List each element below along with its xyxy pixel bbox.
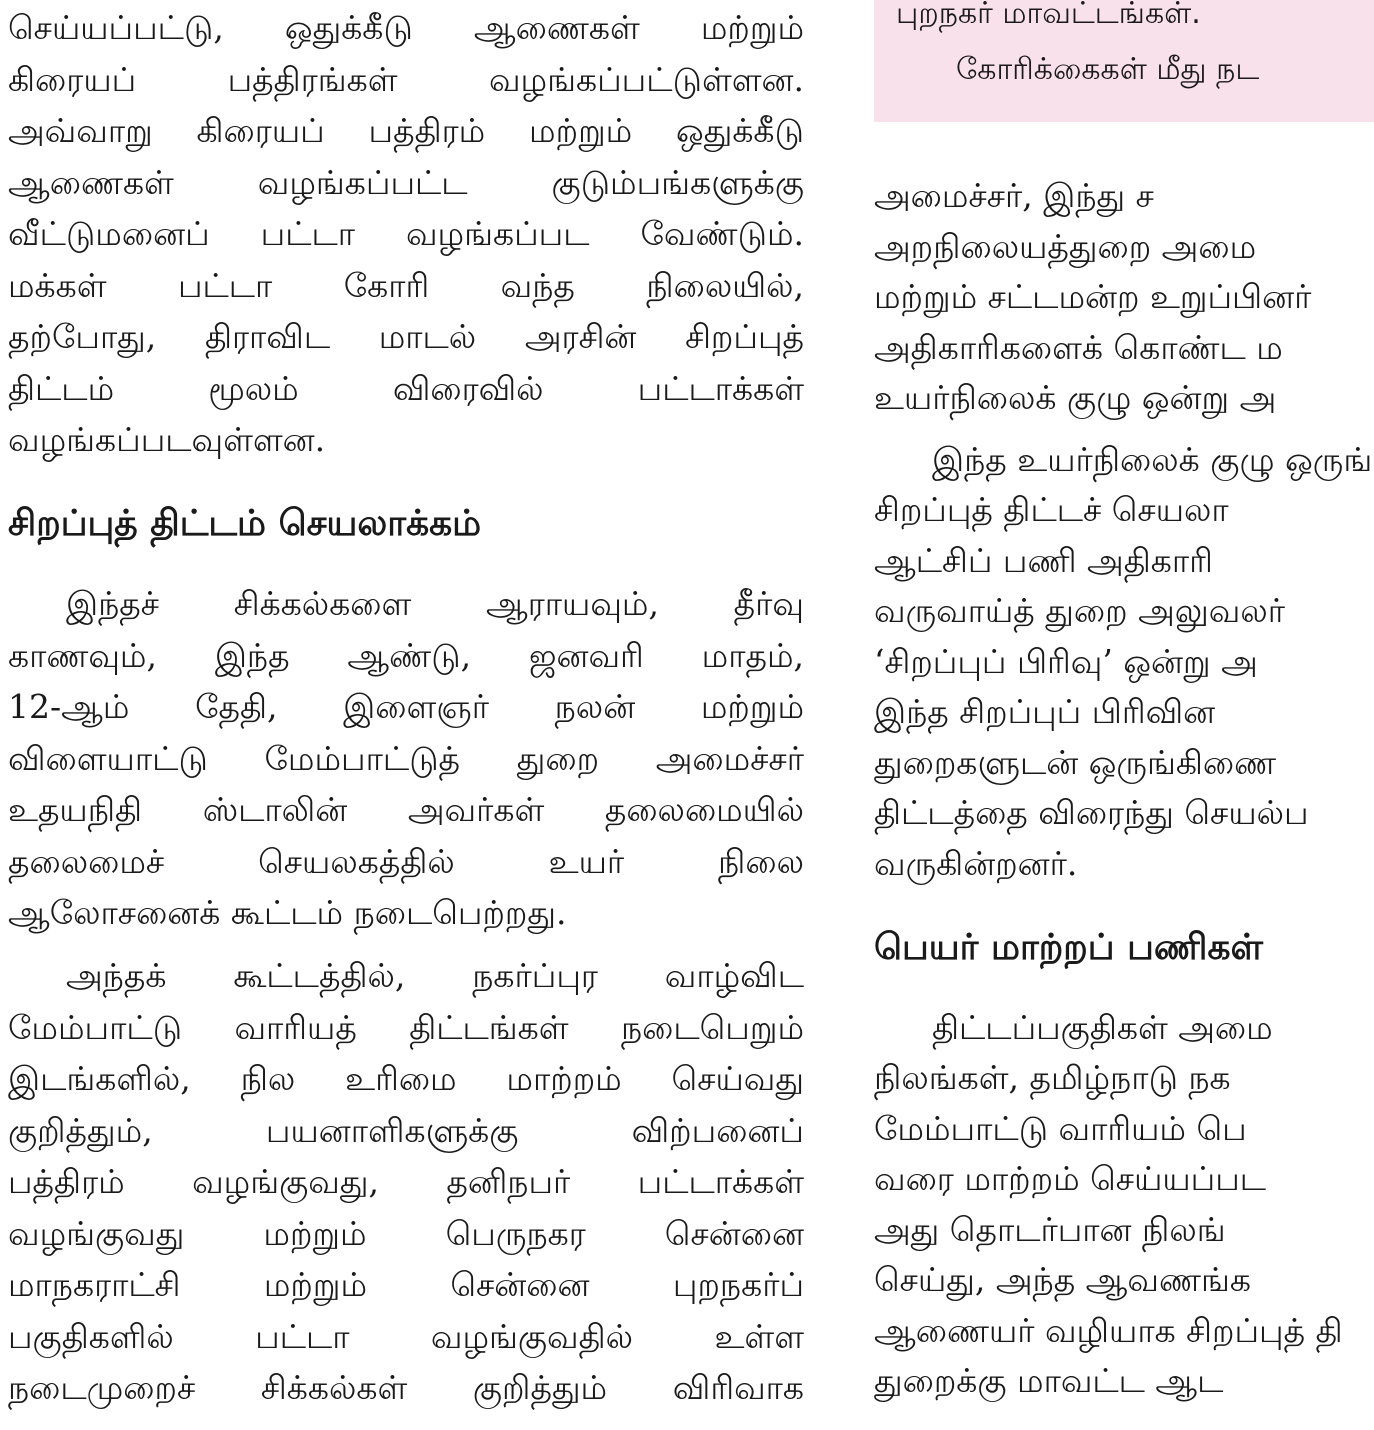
text-line: வரை மாற்றம் செய்யப்பட [874,1159,1267,1198]
text-line: மக்கள் பட்டா கோரி வந்த நிலையில், [8,266,804,305]
text-line: ‘சிறப்புப் பிரிவு’ ஒன்று அ [874,642,1258,681]
text-line: மற்றும் சட்டமன்ற உறுப்பினர் [874,277,1312,316]
text-line: துறைகளுடன் ஒருங்கிணை [874,743,1277,782]
section-heading: சிறப்புத் திட்டம் செயலாக்கம் [8,503,482,544]
text-line: தற்போது, திராவிட மாடல் அரசின் சிறப்புத் [8,317,804,356]
text-line: வருவாய்த் துறை அலுவலர் [874,591,1285,630]
text-line: கோரிக்கைகள் மீது நட [956,52,1260,87]
text-line: பகுதிகளில் பட்டா வழங்குவதில் உள்ள [8,1317,804,1356]
text-line: மேம்பாட்டு வாரியத் திட்டங்கள் நடைபெறும் [8,1008,804,1047]
text-line: சிறப்புத் திட்டச் செயலா [874,490,1229,529]
text-line: வழங்கப்படவுள்ளன. [8,420,326,459]
text-line: குறித்தும், பயனாளிகளுக்கு விற்பனைப் [8,1111,804,1150]
text-line: அறநிலையத்துறை அமை [874,227,1257,266]
text-line: தலைமைச் செயலகத்தில் உயர் நிலை [8,842,804,881]
text-line: அது தொடர்பான நிலங் [874,1210,1226,1249]
text-line: கிரையப் பத்திரங்கள் வழங்கப்பட்டுள்ளன. [8,60,804,99]
text-line: அமைச்சர், இந்து ச [874,176,1154,215]
text-line: மேம்பாட்டு வாரியம் பெ [874,1109,1247,1148]
text-line: 12-ஆம் தேதி, இளைஞர் நலன் மற்றும் [8,687,804,726]
section-heading: பெயர் மாற்றப் பணிகள் [874,927,1263,968]
text-line: இந்த சிறப்புப் பிரிவின [874,692,1216,731]
text-line: புறநகர் மாவட்டங்கள். [896,0,1201,31]
text-line: திட்டப்பகுதிகள் அமை [932,1008,1273,1047]
text-line: ஆணையர் வழியாக சிறப்புத் தி [874,1311,1343,1350]
text-line: காணவும், இந்த ஆண்டு, ஜனவரி மாதம், [8,636,804,675]
text-line: திட்டத்தை விரைந்து செயல்ப [874,793,1309,832]
text-line: இந்த உயர்நிலைக் குழு ஒருங் [932,440,1373,479]
text-line: அந்தக் கூட்டத்தில், நகர்ப்புர வாழ்விட [66,956,804,995]
text-line: ஆட்சிப் பணி அதிகாரி [874,541,1213,580]
right-column [874,0,1374,1430]
text-line: செய்யப்பட்டு, ஒதுக்கீடு ஆணைகள் மற்றும் [8,8,804,47]
text-line: அதிகாரிகளைக் கொண்ட ம [874,328,1283,367]
text-line: ஆணைகள் வழங்கப்பட்ட குடும்பங்களுக்கு [8,163,804,202]
text-line: உதயநிதி ஸ்டாலின் அவர்கள் தலைமையில் [8,790,804,829]
text-line: செய்து, அந்த ஆவணங்க [874,1260,1252,1299]
text-line: அவ்வாறு கிரையப் பத்திரம் மற்றும் ஒதுக்கீடு [8,111,804,150]
text-line: துறைக்கு மாவட்ட ஆட [874,1361,1224,1400]
text-line: மாநகராட்சி மற்றும் சென்னை புறநகர்ப் [8,1265,804,1304]
text-line: திட்டம் மூலம் விரைவில் பட்டாக்கள் [8,369,804,408]
text-line: நடைமுறைச் சிக்கல்கள் குறித்தும் விரிவாக [8,1368,804,1407]
text-line: நிலங்கள், தமிழ்நாடு நக [874,1058,1231,1097]
text-line: இந்தச் சிக்கல்களை ஆராயவும், தீர்வு [66,584,804,623]
text-line: உயர்நிலைக் குழு ஒன்று அ [874,378,1277,417]
text-line: விளையாட்டு மேம்பாட்டுத் துறை அமைச்சர் [8,739,804,778]
text-line: வருகின்றனர். [874,844,1078,883]
text-line: வழங்குவது மற்றும் பெருநகர சென்னை [8,1214,804,1253]
text-line: ஆலோசனைக் கூட்டம் நடைபெற்றது. [8,893,567,932]
text-line: வீட்டுமனைப் பட்டா வழங்கப்பட வேண்டும். [8,214,804,253]
text-line: பத்திரம் வழங்குவது, தனிநபர் பட்டாக்கள் [8,1162,804,1201]
text-line: இடங்களில், நில உரிமை மாற்றம் செய்வது [8,1059,804,1098]
